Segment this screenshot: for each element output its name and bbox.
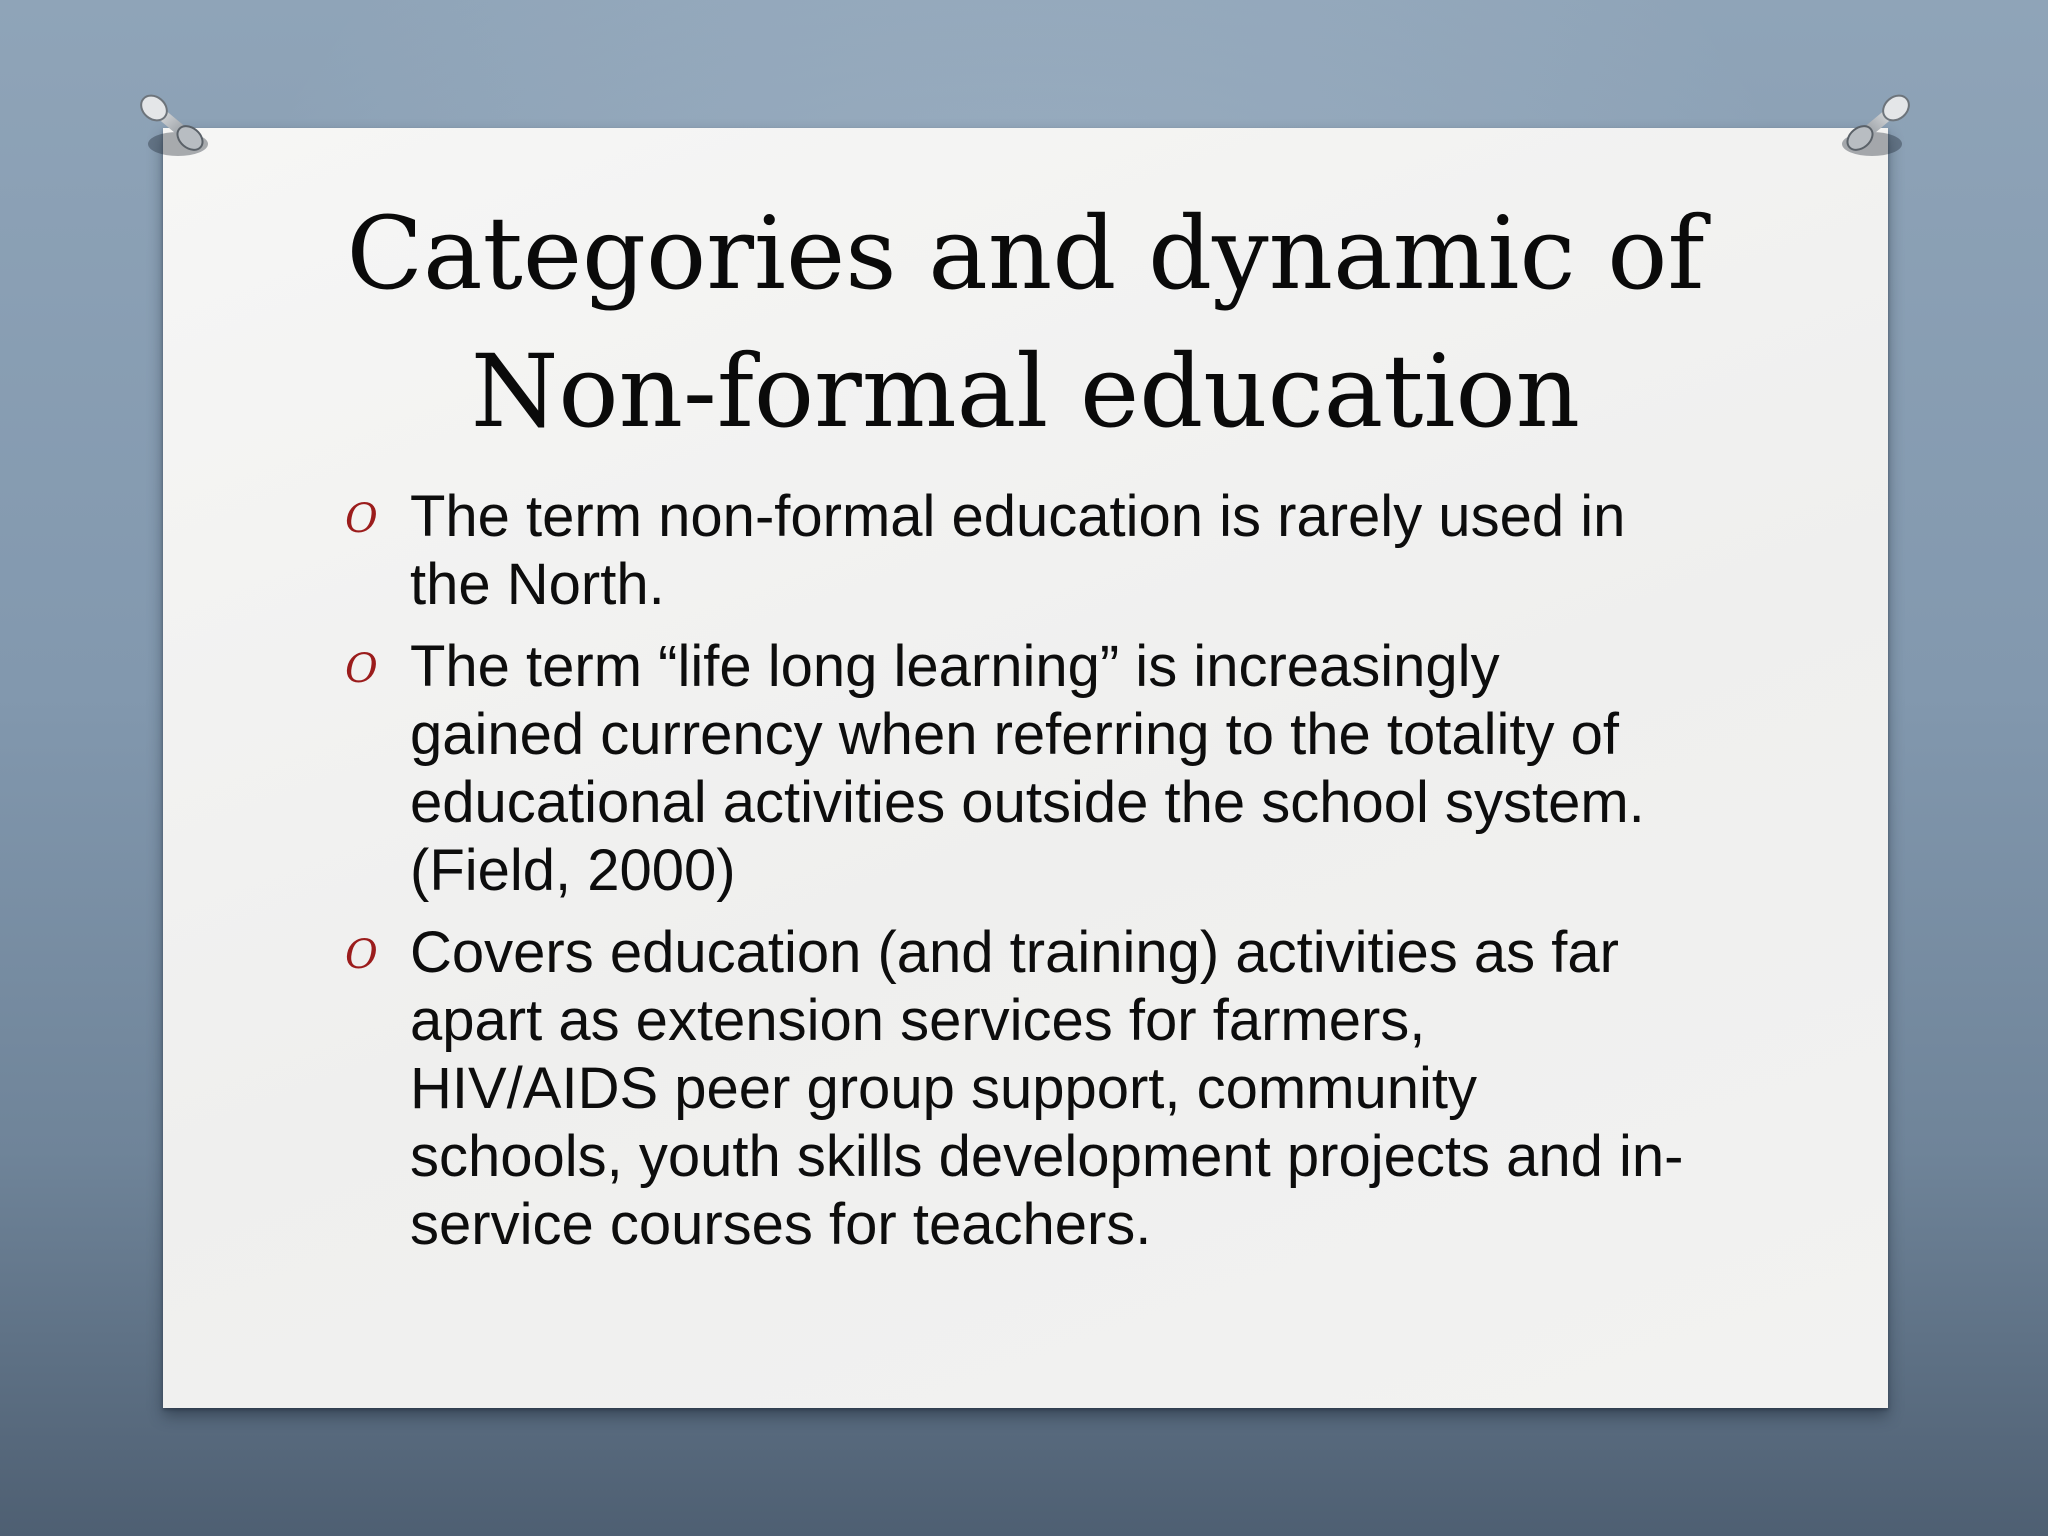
list-item — [345, 919, 1685, 1259]
title-line-1: Categories and dynamic of — [346, 195, 1705, 312]
list-item — [345, 483, 1685, 619]
list-item — [345, 633, 1685, 905]
bullet-list — [345, 483, 1685, 1273]
bullet-marker-icon: O — [345, 496, 378, 542]
pushpin-icon — [1832, 82, 1922, 182]
bullet-text: The term “life long learning” is increasingly gained currency when referring to the totality of educational activities outside the school system. (Field, 2000) — [410, 634, 1645, 903]
bullet-marker-icon: O — [345, 932, 378, 978]
pushpin-icon — [128, 82, 218, 182]
slide-title — [163, 185, 1888, 461]
title-line-2: Non-formal education — [470, 333, 1581, 450]
bullet-text: Covers education (and training) activities as far apart as extension services for farmers, HIV/AIDS peer group support, community schools, youth skills development projects and in-service courses for teachers. — [410, 920, 1684, 1257]
bullet-text: The term non-formal education is rarely used in the North. — [410, 484, 1626, 617]
bullet-marker-icon: O — [345, 646, 378, 692]
